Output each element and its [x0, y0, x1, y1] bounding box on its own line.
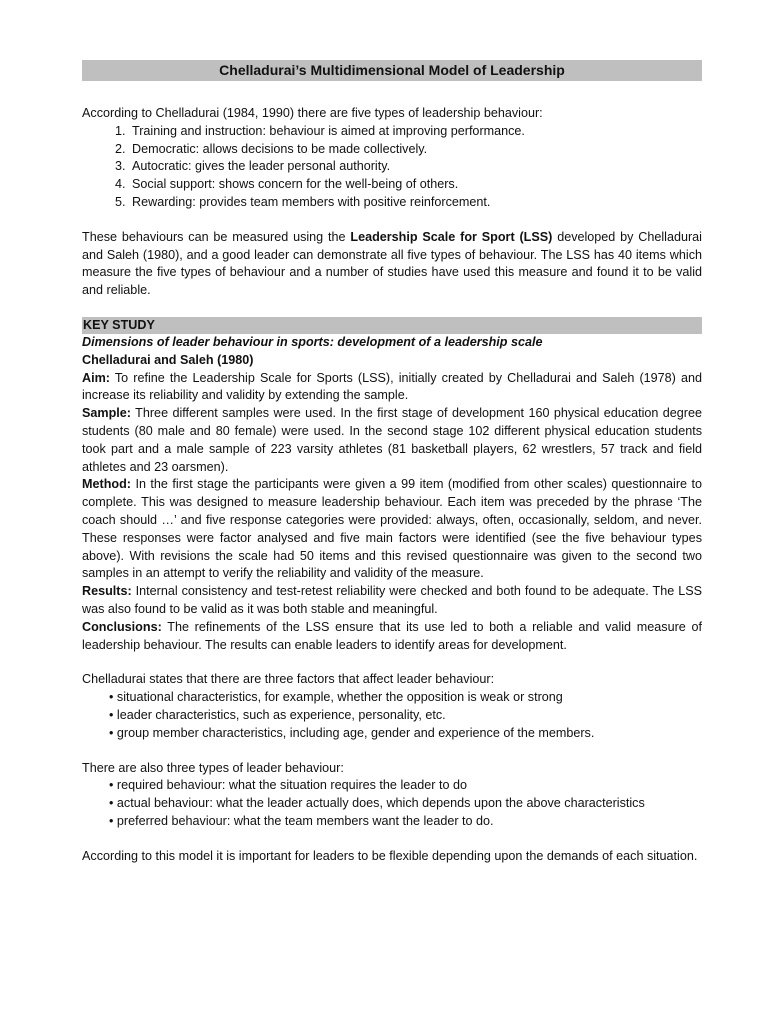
results-text: Internal consistency and test-retest reliability were checked and both found to be adequate. The LSS was also found to be valid as it was both stable and meaningful. [82, 584, 702, 616]
list-item: • situational characteristics, for example, whether the opposition is weak or strong [109, 690, 563, 705]
sample-label: Sample: [82, 406, 131, 421]
list-item-text: • actual behaviour: what the leader actually does, which depends upon the above characteristics [109, 796, 645, 811]
key-study-conclusions [82, 619, 702, 655]
results-label: Results: [82, 584, 132, 599]
list-item: • required behaviour: what the situation requires the leader to do [109, 778, 467, 793]
key-study-aim [82, 370, 702, 406]
conclusions-text: The refinements of the LSS ensure that its use led to both a reliable and valid measure of leadership behaviour. The results can enable leaders to identify areas for development. [82, 619, 702, 652]
conclusions-label: Conclusions: [82, 619, 162, 634]
key-study-header: KEY STUDY [82, 317, 702, 334]
aim-label: Aim: [82, 370, 110, 385]
list-item: 3. Autocratic: gives the leader personal authority. [129, 158, 702, 176]
key-study-sample [82, 405, 702, 476]
leadership-types-list [82, 123, 702, 212]
behaviours-list [82, 777, 702, 830]
key-study-title: Dimensions of leader behaviour in sports: development of a leadership scale [82, 334, 543, 349]
list-item: • preferred behaviour: what the team members want the leader to do. [109, 813, 494, 828]
key-study-results [82, 583, 702, 619]
document-title: Chelladurai’s Multidimensional Model of Leadership [82, 60, 702, 81]
list-item: 2. Democratic: allows decisions to be made collectively. [129, 141, 702, 159]
list-item: • group member characteristics, including age, gender and experience of the members. [109, 725, 595, 740]
document-content [82, 60, 702, 865]
list-item [82, 795, 702, 813]
lss-term: Leadership Scale for Sport (LSS) [350, 229, 553, 244]
behaviour-intro: There are also three types of leader behaviour: [82, 760, 344, 775]
method-text: In the first stage the participants were given a 99 item (modified from other scales) questionnaire to complete. This was designed to measure leadership behaviour. Each item was preceded by the phrase ‘The coach should …’ and five response categories were provided: always, often, occasionally, seldom, and never. These responses were factor analysed and five main factors were identified (see the five behaviour types above). With revisions the scale had 50 items and this revised questionnaire was given to the second two samples in an attempt to verify the reliability and validity of the measure. [82, 477, 702, 581]
list-item: 5. Rewarding: provides team members with positive reinforcement. [129, 194, 702, 212]
key-study-authors: Chelladurai and Saleh (1980) [82, 352, 254, 367]
lss-text-before: These behaviours can be measured using the [82, 229, 351, 244]
list-item: 1. Training and instruction: behaviour is aimed at improving performance. [129, 123, 702, 141]
factors-intro: Chelladurai states that there are three factors that affect leader behaviour: [82, 672, 495, 687]
sample-text: Three different samples were used. In the first stage of development 160 physical education degree students (80 male and 80 female) were used. In the second stage 102 different physical education students took part and a male sample of 223 varsity athletes (81 basketball players, 62 wrestlers, 57 track and field athletes and 23 oarsmen). [82, 406, 702, 474]
aim-text: To refine the Leadership Scale for Sports (LSS), initially created by Chelladurai and Saleh (1978) and increase its reliability and validity by extending the sample. [82, 370, 702, 403]
lss-paragraph [82, 229, 702, 300]
conclusion-paragraph: According to this model it is important for leaders to be flexible depending upon the demands of each situation. [82, 848, 698, 863]
method-label: Method: [82, 477, 131, 492]
list-item: • leader characteristics, such as experience, personality, etc. [109, 707, 446, 722]
list-item: 4. Social support: shows concern for the well-being of others. [129, 176, 702, 194]
intro-paragraph: According to Chelladurai (1984, 1990) there are five types of leadership behaviour: [82, 106, 543, 120]
lss-text-after: developed by Chelladurai and Saleh (1980), and a good leader can demonstrate all five types of behaviour. The LSS has 40 items which measure the five types of behaviour and a number of studies have used this measure and found it to be valid and reliable. [82, 229, 702, 298]
factors-list [82, 689, 702, 742]
key-study-method [82, 476, 702, 583]
